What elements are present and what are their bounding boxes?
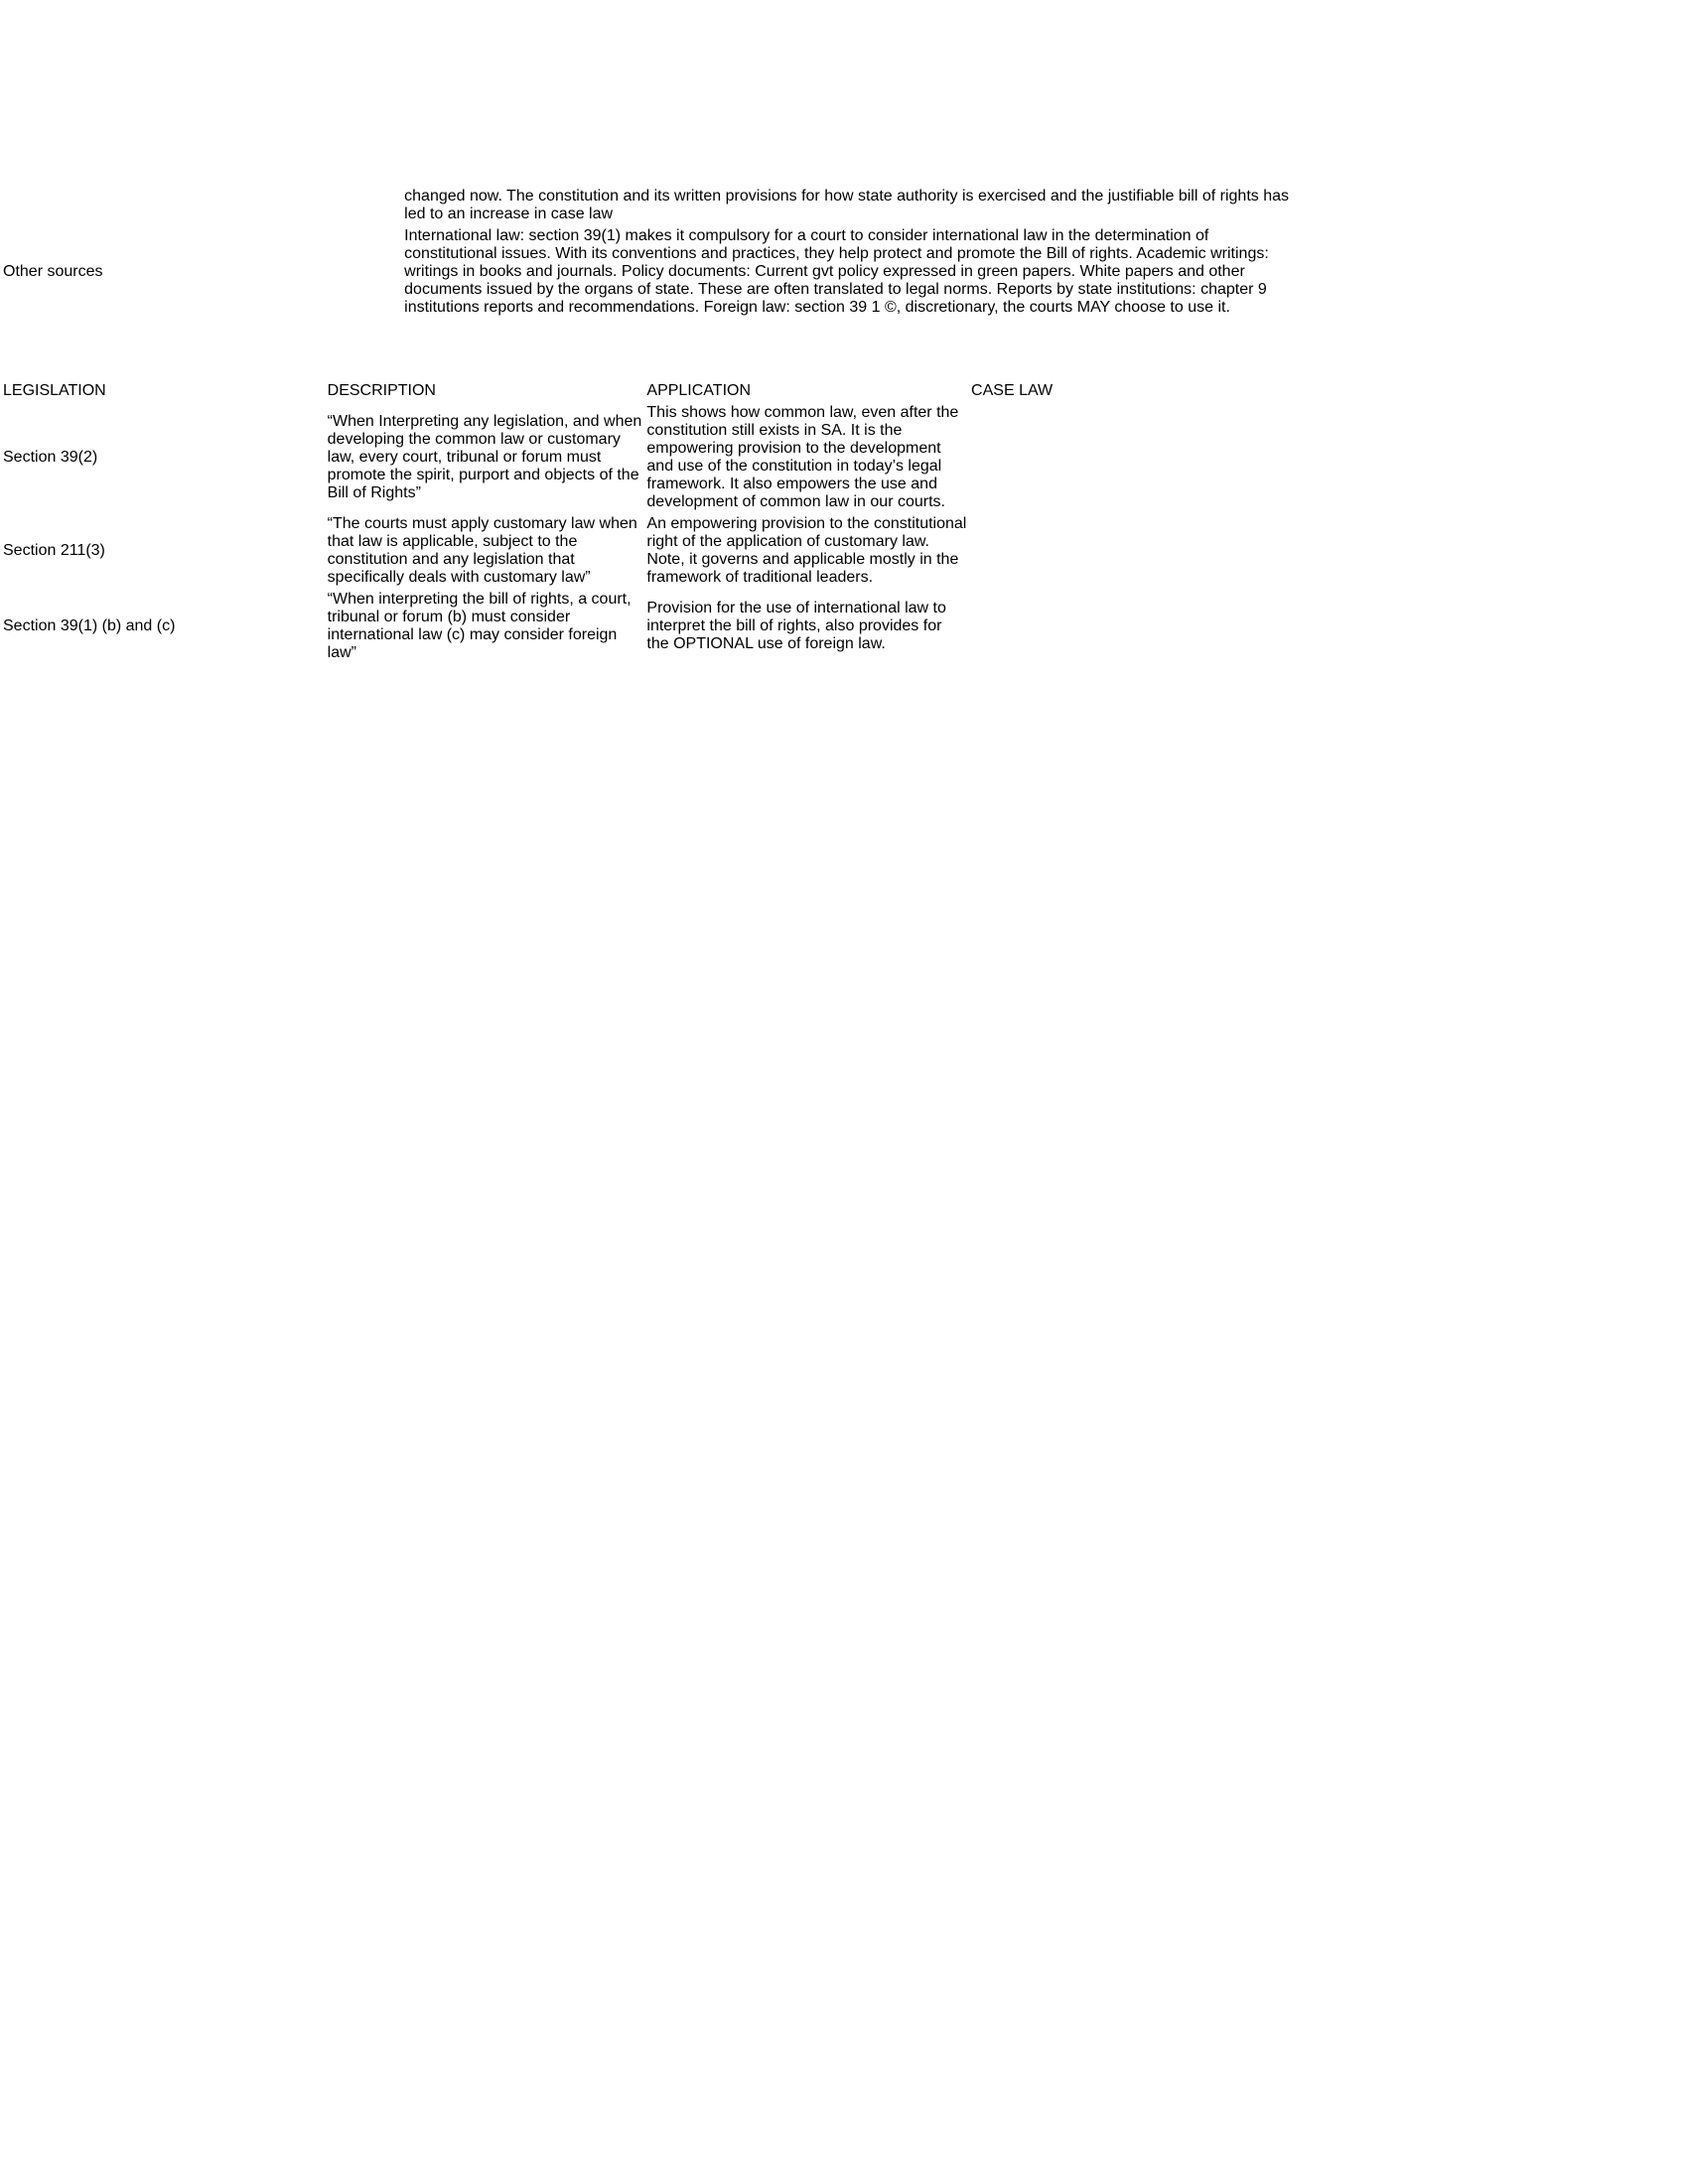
column-header-case-law: CASE LAW xyxy=(971,382,1054,399)
legislation-cell xyxy=(2,665,325,723)
description-cell: “When interpreting the bill of rights, a court, tribunal or forum (b) must consider international law (c) may consider foreign law” xyxy=(327,591,632,661)
column-header-description: DESCRIPTION xyxy=(327,382,436,399)
application-cell: An empowering provision to the constitutional right of the application of customary law. Note, it governs and applicable mostly in the framework of traditional leaders. xyxy=(646,515,967,586)
case-law-cell xyxy=(970,665,1300,723)
source-body-cell: International law: section 39(1) makes it compulsory for a court to consider international law in the determination of constitutional issues. With its conventions and practices, they help protect and promote the Bill of rights. Academic writings: writings in books and journals. Policy documents: Current gvt policy expressed in green papers. White papers and other documents issued by the organs of state. These are often translated to legal norms. Reports by state institutions: chapter 9 institutions reports and recommendations. Foreign law: section 39 1 ©, discretionary, the courts MAY choose to use it. xyxy=(404,227,1269,316)
source-label-cell: Other sources xyxy=(3,263,103,280)
column-header-application: APPLICATION xyxy=(646,382,752,399)
legislation-cell: Section 211(3) xyxy=(3,542,105,559)
case-law-cell xyxy=(970,403,1300,512)
description-cell xyxy=(327,665,644,723)
description-cell: “When Interpreting any legislation, and when developing the common law or customary law, every court, tribunal or forum must promote the spirit, purport and objects of the Bill of Rights” xyxy=(327,413,642,501)
case-law-cell xyxy=(970,590,1300,663)
application-cell: This shows how common law, even after the constitution still exists in SA. It is the empowering provision to the development and use of the constitution in today’s legal framework. It also empowers the use and development of common law in our courts. xyxy=(646,404,959,510)
application-cell: Provision for the use of international law to interpret the bill of rights, also provides for the OPTIONAL use of foreign law. xyxy=(646,600,946,652)
table-row xyxy=(2,226,1300,318)
case-law-cell xyxy=(970,514,1300,588)
source-label-cell xyxy=(2,187,401,224)
legislation-cell: Section 39(1) (b) and (c) xyxy=(3,617,176,634)
table-row xyxy=(2,187,1300,224)
column-header-legislation: LEGISLATION xyxy=(3,382,106,399)
description-cell: “The courts must apply customary law when that law is applicable, subject to the constitution and any legislation that specifically deals with customary law” xyxy=(327,515,637,586)
table-row xyxy=(2,403,1300,512)
table-row xyxy=(2,590,1300,663)
table-row xyxy=(2,514,1300,588)
table-spacer xyxy=(0,320,1688,379)
source-body-cell: changed now. The constitution and its written provisions for how state authority is exercised and the justifiable bill of rights has led to an increase in case law xyxy=(404,188,1289,222)
legislation-table xyxy=(0,379,1302,725)
legislation-cell: Section 39(2) xyxy=(3,449,98,466)
sources-table xyxy=(0,185,1302,320)
table-row xyxy=(2,665,1300,723)
application-cell xyxy=(645,665,968,723)
table-header-row xyxy=(2,381,1300,401)
